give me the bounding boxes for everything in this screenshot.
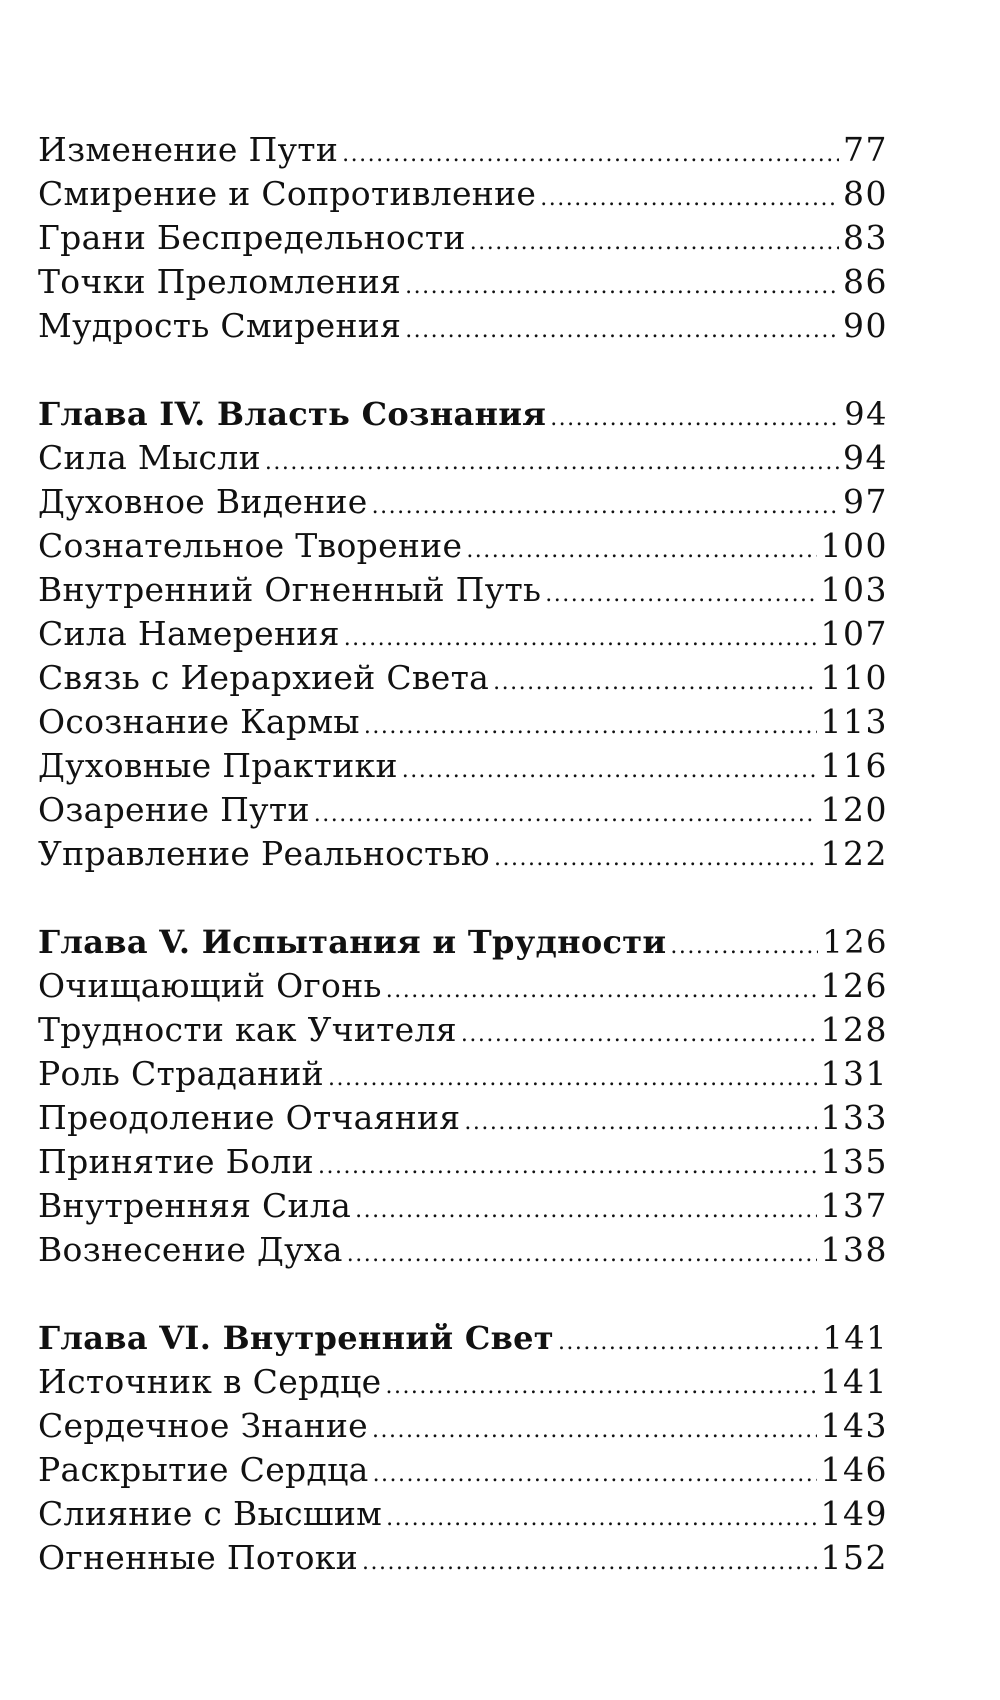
page-number: 122	[820, 834, 888, 873]
page-number: 133	[820, 1098, 888, 1137]
toc-section	[38, 920, 888, 1272]
dot-leader	[386, 1497, 816, 1541]
dot-leader	[364, 705, 817, 749]
entry-title: Сознательное Творение	[38, 526, 463, 565]
dot-leader	[373, 1453, 817, 1497]
dot-leader	[405, 309, 839, 353]
dot-leader	[318, 1145, 817, 1189]
page-number: 94	[844, 395, 888, 433]
toc-entry	[38, 656, 888, 700]
toc-entry	[38, 216, 888, 260]
dot-leader	[347, 1233, 817, 1277]
page-number: 97	[843, 482, 888, 521]
entry-title: Преодоление Отчаяния	[38, 1098, 461, 1137]
toc-entry	[38, 1052, 888, 1096]
entry-title: Озарение Пути	[38, 790, 310, 829]
chapter-heading	[38, 1316, 888, 1360]
toc-entry	[38, 700, 888, 744]
entry-title: Смирение и Сопротивление	[38, 174, 537, 213]
page-number: 80	[843, 174, 888, 213]
entry-title: Сила Намерения	[38, 614, 340, 653]
page-number: 135	[820, 1142, 888, 1181]
dot-leader	[545, 573, 816, 617]
entry-title: Трудности как Учителя	[38, 1010, 457, 1049]
table-of-contents	[38, 128, 888, 1580]
entry-title: Точки Преломления	[38, 262, 402, 301]
toc-entry	[38, 172, 888, 216]
entry-title: Грани Беспредельности	[38, 218, 466, 257]
toc-entry	[38, 524, 888, 568]
entry-title: Раскрытие Сердца	[38, 1450, 369, 1489]
entry-title: Сила Мысли	[38, 438, 261, 477]
page-number: 138	[820, 1230, 888, 1269]
page-number: 152	[820, 1538, 888, 1577]
toc-entry	[38, 744, 888, 788]
toc-entry	[38, 788, 888, 832]
entry-title: Сердечное Знание	[38, 1406, 368, 1445]
page-number: 141	[820, 1362, 888, 1401]
toc-entry	[38, 832, 888, 876]
dot-leader	[344, 617, 817, 661]
toc-entry	[38, 1404, 888, 1448]
entry-title: Внутренний Огненный Путь	[38, 570, 542, 609]
toc-entry	[38, 1448, 888, 1492]
entry-title: Мудрость Смирения	[38, 306, 402, 345]
entry-title: Слияние с Высшим	[38, 1494, 383, 1533]
page-number: 137	[820, 1186, 888, 1225]
page-number: 126	[822, 923, 888, 961]
entry-title: Связь с Иерархией Света	[38, 658, 490, 697]
dot-leader	[265, 441, 839, 485]
page-number: 107	[820, 614, 888, 653]
toc-entry	[38, 1360, 888, 1404]
page-number: 77	[843, 130, 888, 169]
dot-leader	[405, 265, 839, 309]
toc-entry	[38, 1140, 888, 1184]
toc-entry	[38, 480, 888, 524]
entry-title: Роль Страданий	[38, 1054, 324, 1093]
page-number: 86	[843, 262, 888, 301]
dot-leader	[342, 133, 839, 177]
entry-title: Внутренняя Сила	[38, 1186, 352, 1225]
page-number: 94	[843, 438, 888, 477]
toc-section	[38, 128, 888, 348]
chapter-title: Глава IV. Власть Сознания	[38, 395, 547, 433]
toc-entry	[38, 1096, 888, 1140]
entry-title: Вознесение Духа	[38, 1230, 343, 1269]
dot-leader	[550, 397, 840, 441]
page-number: 113	[820, 702, 888, 741]
dot-leader	[402, 749, 817, 793]
entry-title: Духовное Видение	[38, 482, 368, 521]
dot-leader	[466, 529, 816, 573]
entry-title: Изменение Пути	[38, 130, 339, 169]
entry-title: Управление Реальностью	[38, 834, 490, 873]
toc-entry	[38, 1008, 888, 1052]
toc-entry	[38, 1492, 888, 1536]
entry-title: Осознание Кармы	[38, 702, 360, 741]
toc-entry	[38, 612, 888, 656]
page-number: 143	[820, 1406, 888, 1445]
dot-leader	[372, 485, 839, 529]
page-number: 100	[820, 526, 888, 565]
chapter-heading	[38, 392, 888, 436]
dot-leader	[328, 1057, 817, 1101]
toc-entry	[38, 1536, 888, 1580]
dot-leader	[385, 1365, 816, 1409]
entry-title: Очищающий Огонь	[38, 966, 382, 1005]
dot-leader	[470, 221, 839, 265]
page-number: 141	[822, 1319, 888, 1357]
page-number: 149	[820, 1494, 888, 1533]
dot-leader	[314, 793, 817, 837]
dot-leader	[540, 177, 839, 221]
toc-entry	[38, 304, 888, 348]
entry-title: Духовные Практики	[38, 746, 398, 785]
dot-leader	[558, 1321, 818, 1365]
dot-leader	[372, 1409, 817, 1453]
dot-leader	[493, 661, 816, 705]
page-number: 131	[820, 1054, 888, 1093]
page-number: 126	[820, 966, 888, 1005]
toc-entry	[38, 436, 888, 480]
page-number: 103	[820, 570, 888, 609]
chapter-title: Глава VI. Внутренний Свет	[38, 1319, 554, 1357]
dot-leader	[386, 969, 817, 1013]
toc-section	[38, 392, 888, 876]
page-number: 83	[843, 218, 888, 257]
toc-section	[38, 1316, 888, 1580]
entry-title: Огненные Потоки	[38, 1538, 359, 1577]
page-number: 146	[820, 1450, 888, 1489]
dot-leader	[464, 1101, 816, 1145]
toc-entry	[38, 1228, 888, 1272]
page-number: 90	[843, 306, 888, 345]
page-number: 128	[820, 1010, 888, 1049]
toc-entry	[38, 964, 888, 1008]
toc-entry	[38, 1184, 888, 1228]
page-number: 116	[820, 746, 888, 785]
dot-leader	[362, 1541, 816, 1585]
dot-leader	[355, 1189, 816, 1233]
dot-leader	[494, 837, 817, 881]
page-number: 110	[820, 658, 888, 697]
toc-entry	[38, 260, 888, 304]
page-number: 120	[820, 790, 888, 829]
dot-leader	[461, 1013, 817, 1057]
toc-entry	[38, 128, 888, 172]
entry-title: Источник в Сердце	[38, 1362, 382, 1401]
chapter-heading	[38, 920, 888, 964]
entry-title: Принятие Боли	[38, 1142, 314, 1181]
dot-leader	[670, 925, 818, 969]
chapter-title: Глава V. Испытания и Трудности	[38, 923, 667, 961]
toc-entry	[38, 568, 888, 612]
